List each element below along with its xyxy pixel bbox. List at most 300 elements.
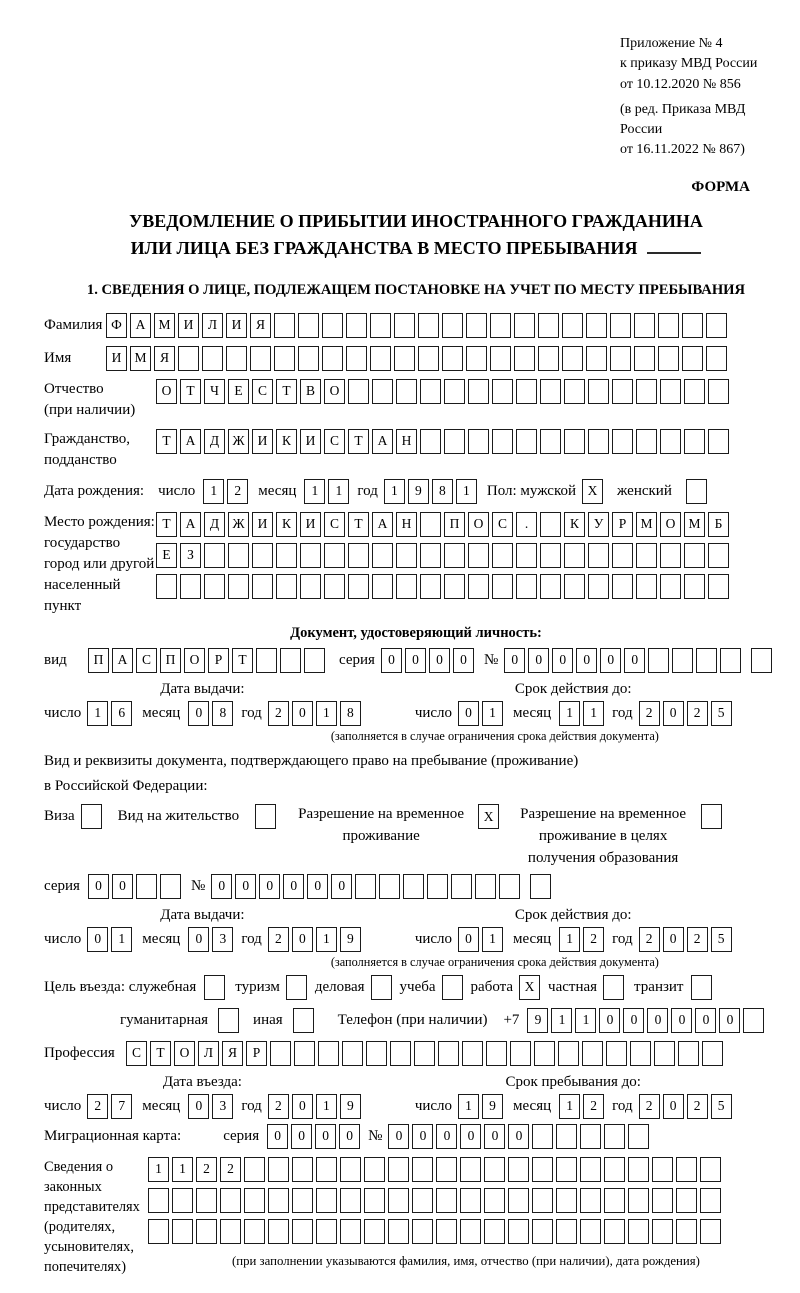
form-cell[interactable]	[160, 874, 181, 899]
form-cell[interactable]: С	[126, 1041, 147, 1066]
form-cell[interactable]	[394, 313, 415, 338]
form-cell[interactable]	[558, 1041, 579, 1066]
form-cell[interactable]: 0	[508, 1124, 529, 1149]
form-cell[interactable]: А	[130, 313, 151, 338]
form-cell[interactable]	[580, 1219, 601, 1244]
form-cell[interactable]	[660, 543, 681, 568]
form-cell[interactable]	[580, 1157, 601, 1182]
form-cell[interactable]: 2	[639, 1094, 660, 1119]
form-cell[interactable]	[172, 1219, 193, 1244]
form-cell[interactable]: А	[180, 512, 201, 537]
form-cell[interactable]: 1	[458, 1094, 479, 1119]
form-cell[interactable]: Б	[708, 512, 729, 537]
gender-male-checkbox[interactable]: X	[582, 479, 603, 504]
form-cell[interactable]	[136, 874, 157, 899]
form-cell[interactable]	[606, 1041, 627, 1066]
form-cell[interactable]: 1	[316, 927, 337, 952]
form-cell[interactable]	[364, 1188, 385, 1213]
form-cell[interactable]: К	[564, 512, 585, 537]
form-cell[interactable]: 0	[695, 1008, 716, 1033]
form-cell[interactable]: П	[444, 512, 465, 537]
form-cell[interactable]	[346, 346, 367, 371]
form-cell[interactable]: 8	[432, 479, 453, 504]
form-cell[interactable]: 0	[87, 927, 108, 952]
form-cell[interactable]	[556, 1219, 577, 1244]
form-cell[interactable]	[702, 1041, 723, 1066]
form-cell[interactable]	[466, 313, 487, 338]
form-cell[interactable]: А	[372, 429, 393, 454]
form-cell[interactable]	[468, 574, 489, 599]
form-cell[interactable]: 0	[429, 648, 450, 673]
form-cell[interactable]: И	[300, 429, 321, 454]
form-cell[interactable]	[660, 429, 681, 454]
form-cell[interactable]: 0	[235, 874, 256, 899]
form-cell[interactable]	[340, 1219, 361, 1244]
form-cell[interactable]	[700, 1219, 721, 1244]
form-cell[interactable]: И	[106, 346, 127, 371]
form-cell[interactable]	[684, 574, 705, 599]
form-cell[interactable]: 1	[384, 479, 405, 504]
form-cell[interactable]: 0	[292, 701, 313, 726]
form-cell[interactable]	[588, 543, 609, 568]
form-cell[interactable]: 2	[196, 1157, 217, 1182]
form-cell[interactable]	[588, 429, 609, 454]
form-cell[interactable]	[442, 313, 463, 338]
form-cell[interactable]: 2	[220, 1157, 241, 1182]
form-cell[interactable]: 0	[388, 1124, 409, 1149]
form-cell[interactable]	[396, 574, 417, 599]
form-cell[interactable]	[582, 1041, 603, 1066]
form-cell[interactable]	[708, 574, 729, 599]
purpose-tourism-checkbox[interactable]	[286, 975, 307, 1000]
form-cell[interactable]: 0	[624, 648, 645, 673]
form-cell[interactable]: Т	[156, 512, 177, 537]
form-cell[interactable]: 2	[268, 701, 289, 726]
form-cell[interactable]	[532, 1188, 553, 1213]
form-cell[interactable]	[516, 429, 537, 454]
form-cell[interactable]: 0	[576, 648, 597, 673]
form-cell[interactable]: Д	[204, 429, 225, 454]
form-cell[interactable]: И	[226, 313, 247, 338]
form-cell[interactable]	[652, 1157, 673, 1182]
form-cell[interactable]	[460, 1157, 481, 1182]
form-cell[interactable]	[379, 874, 400, 899]
form-cell[interactable]: 0	[599, 1008, 620, 1033]
form-cell[interactable]	[340, 1157, 361, 1182]
form-cell[interactable]: 1	[172, 1157, 193, 1182]
form-cell[interactable]	[630, 1041, 651, 1066]
form-cell[interactable]: 2	[268, 1094, 289, 1119]
form-cell[interactable]	[708, 379, 729, 404]
form-cell[interactable]	[268, 1157, 289, 1182]
form-cell[interactable]: Ж	[228, 429, 249, 454]
form-cell[interactable]	[634, 346, 655, 371]
form-cell[interactable]	[444, 574, 465, 599]
form-cell[interactable]: 1	[559, 1094, 580, 1119]
form-cell[interactable]	[508, 1157, 529, 1182]
form-cell[interactable]: О	[660, 512, 681, 537]
form-cell[interactable]	[510, 1041, 531, 1066]
form-cell[interactable]	[466, 346, 487, 371]
form-cell[interactable]	[532, 1124, 553, 1149]
form-cell[interactable]	[348, 574, 369, 599]
form-cell[interactable]: О	[468, 512, 489, 537]
form-cell[interactable]: 2	[687, 1094, 708, 1119]
form-cell[interactable]: 0	[307, 874, 328, 899]
form-cell[interactable]	[172, 1188, 193, 1213]
form-cell[interactable]: Л	[198, 1041, 219, 1066]
residence-permit-checkbox[interactable]	[255, 804, 276, 829]
form-cell[interactable]	[612, 429, 633, 454]
purpose-transit-checkbox[interactable]	[691, 975, 712, 1000]
form-cell[interactable]: 1	[111, 927, 132, 952]
form-cell[interactable]	[342, 1041, 363, 1066]
form-cell[interactable]	[412, 1219, 433, 1244]
form-cell[interactable]	[420, 379, 441, 404]
form-cell[interactable]	[696, 648, 717, 673]
form-cell[interactable]	[516, 574, 537, 599]
form-cell[interactable]	[514, 346, 535, 371]
form-cell[interactable]	[460, 1188, 481, 1213]
form-cell[interactable]	[444, 543, 465, 568]
form-cell[interactable]	[292, 1188, 313, 1213]
temp-permit-checkbox[interactable]: X	[478, 804, 499, 829]
form-cell[interactable]	[540, 543, 561, 568]
form-cell[interactable]	[652, 1219, 673, 1244]
form-cell[interactable]	[340, 1188, 361, 1213]
form-cell[interactable]	[672, 648, 693, 673]
form-cell[interactable]	[276, 543, 297, 568]
form-cell[interactable]: Т	[232, 648, 253, 673]
form-cell[interactable]	[355, 874, 376, 899]
form-cell[interactable]	[490, 346, 511, 371]
purpose-private-checkbox[interactable]	[603, 975, 624, 1000]
form-cell[interactable]	[442, 346, 463, 371]
form-cell[interactable]: 0	[623, 1008, 644, 1033]
form-cell[interactable]: Ж	[228, 512, 249, 537]
form-cell[interactable]	[244, 1157, 265, 1182]
form-cell[interactable]	[298, 313, 319, 338]
form-cell[interactable]	[684, 543, 705, 568]
form-cell[interactable]	[508, 1188, 529, 1213]
form-cell[interactable]: 0	[315, 1124, 336, 1149]
form-cell[interactable]: К	[276, 429, 297, 454]
form-cell[interactable]	[475, 874, 496, 899]
form-cell[interactable]: 1	[559, 701, 580, 726]
form-cell[interactable]	[427, 874, 448, 899]
form-cell[interactable]	[438, 1041, 459, 1066]
form-cell[interactable]	[372, 543, 393, 568]
form-cell[interactable]	[564, 543, 585, 568]
form-cell[interactable]	[204, 543, 225, 568]
form-cell[interactable]: 9	[527, 1008, 548, 1033]
form-cell[interactable]: 2	[268, 927, 289, 952]
form-cell[interactable]: 0	[412, 1124, 433, 1149]
form-cell[interactable]: 2	[227, 479, 248, 504]
form-cell[interactable]	[514, 313, 535, 338]
form-cell[interactable]	[388, 1188, 409, 1213]
form-cell[interactable]: 1	[559, 927, 580, 952]
form-cell[interactable]	[244, 1219, 265, 1244]
form-cell[interactable]: 0	[267, 1124, 288, 1149]
purpose-business-checkbox[interactable]	[371, 975, 392, 1000]
form-cell[interactable]	[588, 379, 609, 404]
form-cell[interactable]	[628, 1157, 649, 1182]
form-cell[interactable]: П	[88, 648, 109, 673]
form-cell[interactable]	[532, 1157, 553, 1182]
form-cell[interactable]: 0	[292, 927, 313, 952]
purpose-humanitarian-checkbox[interactable]	[218, 1008, 239, 1033]
form-cell[interactable]	[220, 1219, 241, 1244]
form-cell[interactable]	[204, 574, 225, 599]
form-cell[interactable]	[628, 1219, 649, 1244]
form-cell[interactable]	[682, 346, 703, 371]
form-cell[interactable]: 1	[583, 701, 604, 726]
form-cell[interactable]: 0	[259, 874, 280, 899]
form-cell[interactable]: 8	[212, 701, 233, 726]
form-cell[interactable]	[660, 574, 681, 599]
form-cell[interactable]: В	[300, 379, 321, 404]
form-cell[interactable]	[250, 346, 271, 371]
form-cell[interactable]	[484, 1188, 505, 1213]
form-cell[interactable]	[612, 379, 633, 404]
form-cell[interactable]	[390, 1041, 411, 1066]
form-cell[interactable]: 0	[663, 927, 684, 952]
form-cell[interactable]	[676, 1219, 697, 1244]
form-cell[interactable]: 0	[188, 927, 209, 952]
form-cell[interactable]: Н	[396, 429, 417, 454]
form-cell[interactable]: Я	[222, 1041, 243, 1066]
form-cell[interactable]	[538, 313, 559, 338]
form-cell[interactable]	[226, 346, 247, 371]
form-cell[interactable]: Е	[156, 543, 177, 568]
form-cell[interactable]: 0	[291, 1124, 312, 1149]
form-cell[interactable]: 0	[188, 701, 209, 726]
form-cell[interactable]	[180, 574, 201, 599]
form-cell[interactable]: Ф	[106, 313, 127, 338]
form-cell[interactable]	[468, 543, 489, 568]
form-cell[interactable]: 1	[203, 479, 224, 504]
form-cell[interactable]: 1	[456, 479, 477, 504]
form-cell[interactable]: 6	[111, 701, 132, 726]
form-cell[interactable]	[636, 379, 657, 404]
form-cell[interactable]	[556, 1157, 577, 1182]
form-cell[interactable]	[346, 313, 367, 338]
form-cell[interactable]	[612, 574, 633, 599]
visa-checkbox[interactable]	[81, 804, 102, 829]
form-cell[interactable]: 0	[381, 648, 402, 673]
form-cell[interactable]	[660, 379, 681, 404]
form-cell[interactable]	[654, 1041, 675, 1066]
purpose-study-checkbox[interactable]	[442, 975, 463, 1000]
edu-permit-checkbox[interactable]	[701, 804, 722, 829]
form-cell[interactable]: С	[324, 429, 345, 454]
form-cell[interactable]	[706, 346, 727, 371]
form-cell[interactable]	[324, 574, 345, 599]
form-cell[interactable]: 1	[482, 701, 503, 726]
form-cell[interactable]	[492, 574, 513, 599]
form-cell[interactable]: 7	[111, 1094, 132, 1119]
form-cell[interactable]: 1	[148, 1157, 169, 1182]
form-cell[interactable]: Р	[612, 512, 633, 537]
form-cell[interactable]: С	[136, 648, 157, 673]
form-cell[interactable]	[444, 429, 465, 454]
form-cell[interactable]	[420, 574, 441, 599]
purpose-work-checkbox[interactable]: X	[519, 975, 540, 1000]
form-cell[interactable]	[492, 543, 513, 568]
form-cell[interactable]	[658, 346, 679, 371]
form-cell[interactable]: Я	[250, 313, 271, 338]
form-cell[interactable]	[322, 313, 343, 338]
form-cell[interactable]	[274, 346, 295, 371]
form-cell[interactable]	[684, 379, 705, 404]
form-cell[interactable]	[564, 429, 585, 454]
form-cell[interactable]: 1	[316, 701, 337, 726]
form-cell[interactable]: 0	[458, 701, 479, 726]
form-cell[interactable]	[148, 1219, 169, 1244]
form-cell[interactable]	[486, 1041, 507, 1066]
form-cell[interactable]: 3	[212, 927, 233, 952]
form-cell[interactable]	[304, 648, 325, 673]
form-cell[interactable]	[586, 313, 607, 338]
form-cell[interactable]: 0	[460, 1124, 481, 1149]
form-cell[interactable]	[316, 1219, 337, 1244]
form-cell[interactable]: И	[252, 429, 273, 454]
form-cell[interactable]	[676, 1188, 697, 1213]
form-cell[interactable]: 0	[552, 648, 573, 673]
form-cell[interactable]	[228, 543, 249, 568]
form-cell[interactable]: П	[160, 648, 181, 673]
form-cell[interactable]: Е	[228, 379, 249, 404]
form-cell[interactable]: О	[174, 1041, 195, 1066]
form-cell[interactable]: 0	[719, 1008, 740, 1033]
form-cell[interactable]	[420, 429, 441, 454]
form-cell[interactable]: 0	[405, 648, 426, 673]
form-cell[interactable]	[499, 874, 520, 899]
form-cell[interactable]	[276, 574, 297, 599]
form-cell[interactable]: Н	[396, 512, 417, 537]
form-cell[interactable]: .	[516, 512, 537, 537]
form-cell[interactable]	[751, 648, 772, 673]
form-cell[interactable]: О	[324, 379, 345, 404]
gender-female-checkbox[interactable]	[686, 479, 707, 504]
form-cell[interactable]	[244, 1188, 265, 1213]
form-cell[interactable]	[468, 379, 489, 404]
form-cell[interactable]	[403, 874, 424, 899]
form-cell[interactable]: Т	[276, 379, 297, 404]
form-cell[interactable]	[300, 543, 321, 568]
form-cell[interactable]: 1	[551, 1008, 572, 1033]
form-cell[interactable]	[348, 543, 369, 568]
form-cell[interactable]	[366, 1041, 387, 1066]
form-cell[interactable]: С	[492, 512, 513, 537]
form-cell[interactable]	[268, 1219, 289, 1244]
form-cell[interactable]	[610, 346, 631, 371]
form-cell[interactable]: 0	[331, 874, 352, 899]
form-cell[interactable]: 0	[458, 927, 479, 952]
form-cell[interactable]	[604, 1157, 625, 1182]
form-cell[interactable]: 1	[575, 1008, 596, 1033]
form-cell[interactable]	[682, 313, 703, 338]
form-cell[interactable]: И	[300, 512, 321, 537]
form-cell[interactable]	[364, 1157, 385, 1182]
form-cell[interactable]: 2	[687, 701, 708, 726]
form-cell[interactable]: У	[588, 512, 609, 537]
form-cell[interactable]: Т	[348, 429, 369, 454]
form-cell[interactable]: 0	[211, 874, 232, 899]
form-cell[interactable]: С	[252, 379, 273, 404]
form-cell[interactable]	[148, 1188, 169, 1213]
form-cell[interactable]	[292, 1157, 313, 1182]
form-cell[interactable]	[720, 648, 741, 673]
form-cell[interactable]: М	[130, 346, 151, 371]
form-cell[interactable]	[678, 1041, 699, 1066]
form-cell[interactable]	[588, 574, 609, 599]
form-cell[interactable]	[706, 313, 727, 338]
form-cell[interactable]	[202, 346, 223, 371]
form-cell[interactable]: 5	[711, 1094, 732, 1119]
form-cell[interactable]: 5	[711, 927, 732, 952]
form-cell[interactable]: 1	[316, 1094, 337, 1119]
form-cell[interactable]	[252, 574, 273, 599]
form-cell[interactable]	[418, 346, 439, 371]
form-cell[interactable]	[414, 1041, 435, 1066]
form-cell[interactable]	[484, 1219, 505, 1244]
form-cell[interactable]: С	[324, 512, 345, 537]
form-cell[interactable]	[388, 1219, 409, 1244]
form-cell[interactable]	[364, 1219, 385, 1244]
form-cell[interactable]	[412, 1157, 433, 1182]
form-cell[interactable]	[636, 429, 657, 454]
form-cell[interactable]: 0	[663, 701, 684, 726]
form-cell[interactable]	[396, 543, 417, 568]
form-cell[interactable]	[220, 1188, 241, 1213]
form-cell[interactable]	[580, 1188, 601, 1213]
form-cell[interactable]	[484, 1157, 505, 1182]
form-cell[interactable]: А	[112, 648, 133, 673]
form-cell[interactable]	[316, 1157, 337, 1182]
form-cell[interactable]: 5	[711, 701, 732, 726]
form-cell[interactable]	[708, 543, 729, 568]
form-cell[interactable]	[196, 1219, 217, 1244]
form-cell[interactable]	[684, 429, 705, 454]
form-cell[interactable]	[580, 1124, 601, 1149]
form-cell[interactable]	[196, 1188, 217, 1213]
form-cell[interactable]: 0	[339, 1124, 360, 1149]
form-cell[interactable]	[490, 313, 511, 338]
form-cell[interactable]: 0	[112, 874, 133, 899]
form-cell[interactable]	[420, 512, 441, 537]
form-cell[interactable]	[318, 1041, 339, 1066]
form-cell[interactable]	[562, 346, 583, 371]
form-cell[interactable]	[370, 313, 391, 338]
form-cell[interactable]: З	[180, 543, 201, 568]
form-cell[interactable]	[604, 1124, 625, 1149]
form-cell[interactable]	[294, 1041, 315, 1066]
form-cell[interactable]: 0	[188, 1094, 209, 1119]
form-cell[interactable]	[516, 543, 537, 568]
form-cell[interactable]	[743, 1008, 764, 1033]
purpose-other-checkbox[interactable]	[293, 1008, 314, 1033]
form-cell[interactable]: 1	[328, 479, 349, 504]
form-cell[interactable]	[298, 346, 319, 371]
form-cell[interactable]	[636, 574, 657, 599]
form-cell[interactable]	[658, 313, 679, 338]
form-cell[interactable]: А	[180, 429, 201, 454]
form-cell[interactable]	[156, 574, 177, 599]
form-cell[interactable]	[274, 313, 295, 338]
form-cell[interactable]: А	[372, 512, 393, 537]
